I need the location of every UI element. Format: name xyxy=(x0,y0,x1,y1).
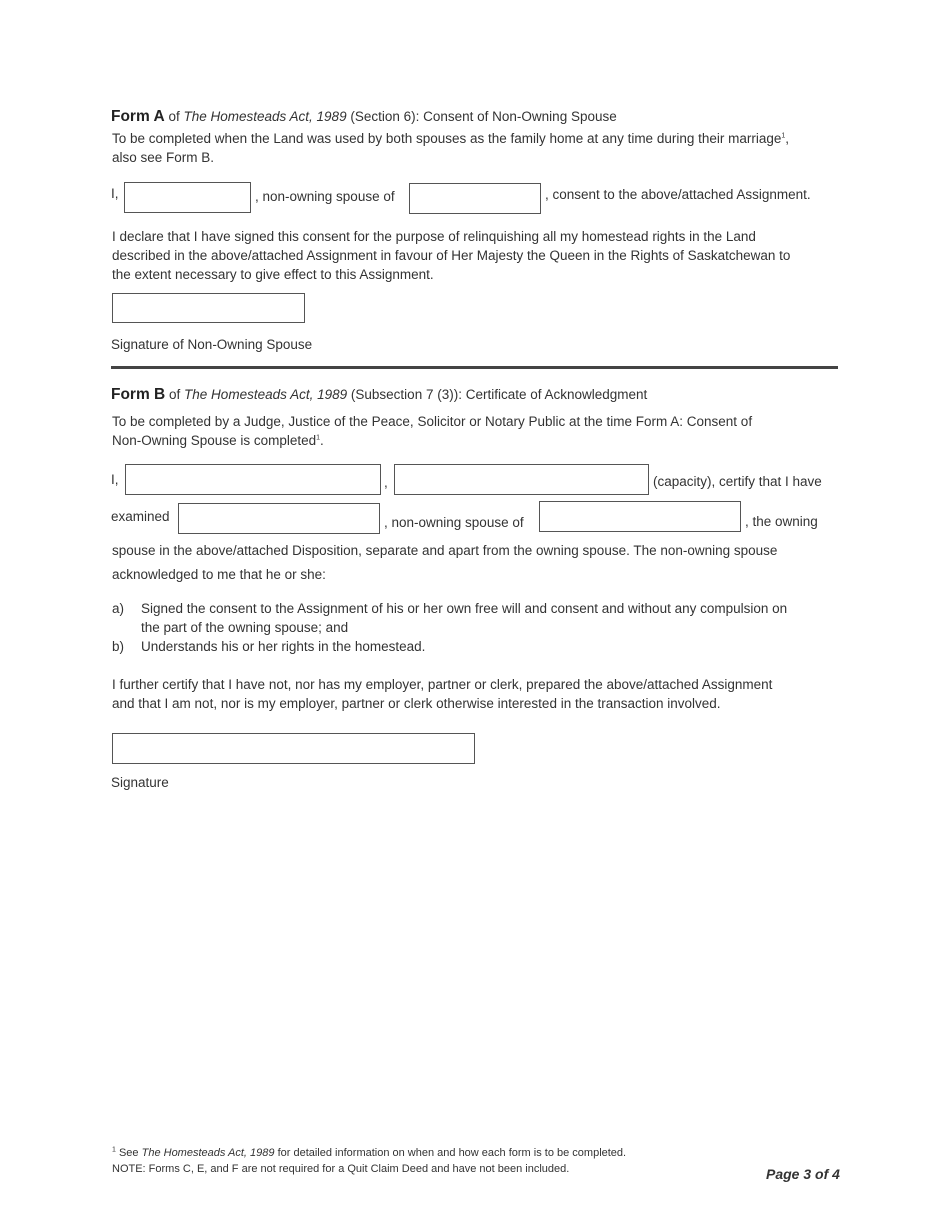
form-b-intro-period: . xyxy=(320,433,324,448)
form-b-acknowledgment-line-1: spouse in the above/attached Disposition, separate and apart from the owning spouse. The non-owning spouse xyxy=(112,543,778,558)
form-a-intro-line-1: To be completed when the Land was used by both spouses as the family home at any time during their marriage xyxy=(112,131,782,146)
list-item-a-line-2: the part of the owning spouse; and xyxy=(141,620,349,635)
footnote-marker: 1 xyxy=(112,1146,116,1154)
list-item xyxy=(112,637,852,656)
form-b-i-label: I, xyxy=(111,472,119,487)
form-a-consent-text: , consent to the above/attached Assignment. xyxy=(545,187,811,202)
footnote-see: See xyxy=(118,1147,139,1159)
form-a-declaration xyxy=(112,227,852,284)
form-a-declaration-line-1: I declare that I have signed this consent for the purpose of relinquishing all my homestead rights in the Land xyxy=(112,229,756,244)
form-b-signature-label: Signature xyxy=(111,775,169,790)
form-b-of: of xyxy=(169,387,181,402)
page-number: Page 3 of 4 xyxy=(766,1166,840,1182)
form-a-owning-spouse-field[interactable] xyxy=(409,183,541,214)
form-b-intro xyxy=(112,412,852,450)
form-b-acknowledgment-text xyxy=(112,539,852,587)
form-a-section: (Section 6): Consent of Non-Owning Spouse xyxy=(350,109,617,124)
form-b-act-title: The Homesteads Act, 1989 xyxy=(184,387,348,402)
form-b-certification-line-2: and that I am not, nor is my employer, partner or clerk otherwise interested in the transaction involved. xyxy=(112,696,721,711)
form-a-non-owning-spouse-of: , non-owning spouse of xyxy=(255,189,395,204)
form-b-examined-spouse-field[interactable] xyxy=(178,503,380,534)
form-a-of: of xyxy=(168,109,180,124)
form-b-label: Form B xyxy=(111,386,166,403)
list-item-a-line-1: Signed the consent to the Assignment of his or her own free will and consent and without any compulsion on xyxy=(141,601,788,616)
form-a-i-label: I, xyxy=(111,186,119,201)
form-b-non-owning-spouse-of: , non-owning spouse of xyxy=(384,515,524,530)
list-item xyxy=(112,599,852,637)
form-a-heading xyxy=(111,108,617,126)
form-a-intro-comma: , xyxy=(785,131,790,146)
footnote-act-title: The Homesteads Act, 1989 xyxy=(141,1147,275,1159)
form-b-certification-line-1: I further certify that I have not, nor has my employer, partner or clerk, prepared the above/attached Assignment xyxy=(112,677,773,692)
form-b-signature-field[interactable] xyxy=(112,733,475,764)
footnote-note: NOTE: Forms C, E, and F are not required for a Quit Claim Deed and have not been included. xyxy=(112,1163,570,1175)
form-b-examined-label: examined xyxy=(111,509,170,524)
section-divider xyxy=(111,366,838,369)
form-a-spouse-name-field[interactable] xyxy=(124,182,251,213)
form-b-certifier-name-field[interactable] xyxy=(125,464,381,495)
form-b-certification xyxy=(112,675,852,713)
footnote-ref: 1 xyxy=(316,434,321,442)
form-b-heading xyxy=(111,386,647,404)
form-b-list xyxy=(112,599,852,656)
list-item-b-text: Understands his or her rights in the homestead. xyxy=(141,639,426,654)
form-a-signature-field[interactable] xyxy=(112,293,305,323)
form-a-intro-line-2: also see Form B. xyxy=(112,150,215,165)
footnote-ref: 1 xyxy=(781,132,786,140)
list-item-marker: b) xyxy=(112,639,125,654)
footnote xyxy=(112,1145,752,1177)
form-b-acknowledgment-line-2: acknowledged to me that he or she: xyxy=(112,567,326,582)
form-b-the-owning-text: , the owning xyxy=(745,514,818,529)
form-a-label: Form A xyxy=(111,108,165,125)
form-a-declaration-line-3: the extent necessary to give effect to this Assignment. xyxy=(112,267,434,282)
form-b-owning-spouse-field[interactable] xyxy=(539,501,741,532)
form-b-section: (Subsection 7 (3)): Certificate of Acknowledgment xyxy=(350,387,648,402)
footnote-text: for detailed information on when and how each form is to be completed. xyxy=(277,1147,627,1159)
list-item-marker: a) xyxy=(112,601,125,616)
form-a-signature-label: Signature of Non-Owning Spouse xyxy=(111,337,313,352)
form-b-capacity-text: (capacity), certify that I have xyxy=(653,474,822,489)
form-b-intro-line-1: To be completed by a Judge, Justice of the Peace, Solicitor or Notary Public at the time Form A: Consent of xyxy=(112,414,753,429)
form-a-intro xyxy=(112,129,852,167)
form-b-intro-line-2: Non-Owning Spouse is completed xyxy=(112,433,317,448)
form-b-capacity-field[interactable] xyxy=(394,464,649,495)
form-a-act-title: The Homesteads Act, 1989 xyxy=(183,109,347,124)
form-b-comma: , xyxy=(384,475,388,490)
form-a-declaration-line-2: described in the above/attached Assignment in favour of Her Majesty the Queen in the Rights of Saskatchewan to xyxy=(112,248,791,263)
